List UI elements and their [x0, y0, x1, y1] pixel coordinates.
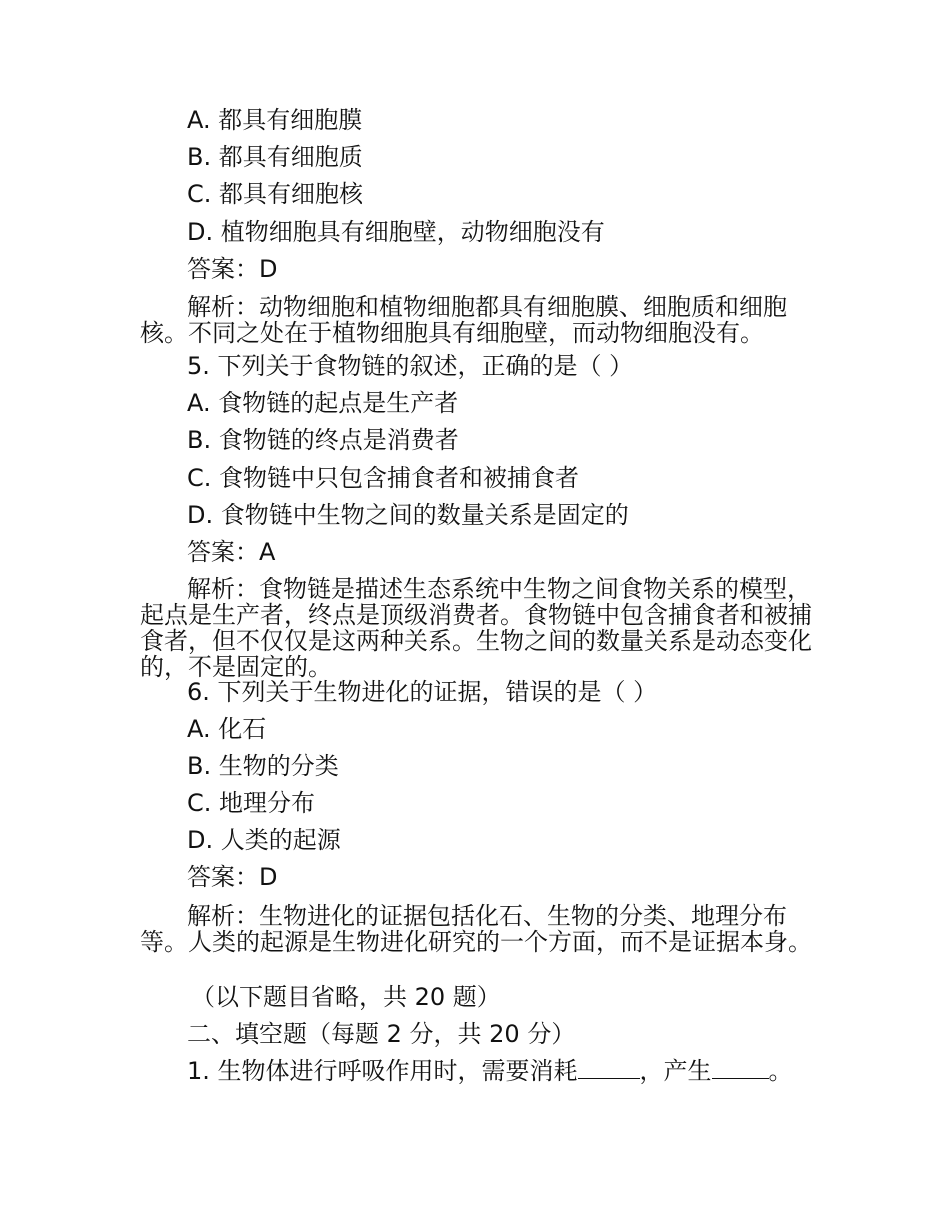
q5-option-b: B. 食物链的终点是消费者: [187, 426, 459, 454]
omitted-note: （以下题目省略，共 20 题）: [191, 983, 501, 1011]
q6-option-d: D. 人类的起源: [187, 826, 341, 854]
fill-in-question-1: [140, 1058, 812, 1084]
q6-answer: 答案：D: [187, 863, 278, 891]
q4-option-a: A. 都具有细胞膜: [187, 106, 363, 134]
q4-option-c: C. 都具有细胞核: [187, 180, 364, 208]
q6-question: 6. 下列关于生物进化的证据，错误的是（ ）: [187, 678, 658, 706]
answer-blank-1[interactable]: [578, 1058, 640, 1079]
q4-analysis: [140, 294, 812, 346]
q6-option-b: B. 生物的分类: [187, 752, 339, 780]
section-heading-fill-in: 二、填空题（每题 2 分，共 20 分）: [187, 1020, 576, 1048]
q5-option-c: C. 食物链中只包含捕食者和被捕食者: [187, 464, 580, 492]
q5-analysis-text: 解析：食物链是描述生态系统中生物之间食物关系的模型，起点是生产者，终点是顶级消费者。食物链中包含捕食者和被捕食者，但不仅仅是这两种关系。生物之间的数量关系是动态变化的，不是固定的。: [140, 575, 812, 681]
q6-option-a: A. 化石: [187, 715, 267, 743]
fill-in-q1-text-b: ，产生: [639, 1057, 712, 1085]
q4-answer: 答案：D: [187, 255, 278, 283]
q5-analysis: [140, 576, 812, 680]
q6-option-c: C. 地理分布: [187, 789, 316, 817]
q4-analysis-text: 解析：动物细胞和植物细胞都具有细胞膜、细胞质和细胞核。不同之处在于植物细胞具有细胞壁，而动物细胞没有。: [140, 293, 787, 347]
q5-option-d: D. 食物链中生物之间的数量关系是固定的: [187, 501, 629, 529]
q5-answer: 答案：A: [187, 538, 276, 566]
q5-question: 5. 下列关于食物链的叙述，正确的是（ ）: [187, 352, 634, 380]
answer-blank-2[interactable]: [712, 1058, 769, 1079]
q6-analysis: [140, 903, 812, 955]
fill-in-q1-text-a: 1. 生物体进行呼吸作用时，需要消耗: [187, 1057, 578, 1085]
q6-analysis-text: 解析：生物进化的证据包括化石、生物的分类、地理分布等。人类的起源是生物进化研究的一个方面，而不是证据本身。: [140, 902, 812, 956]
fill-in-q1-text-c: 。: [768, 1057, 793, 1085]
q5-option-a: A. 食物链的起点是生产者: [187, 389, 459, 417]
q4-option-b: B. 都具有细胞质: [187, 143, 363, 171]
q4-option-d: D. 植物细胞具有细胞壁，动物细胞没有: [187, 218, 605, 246]
